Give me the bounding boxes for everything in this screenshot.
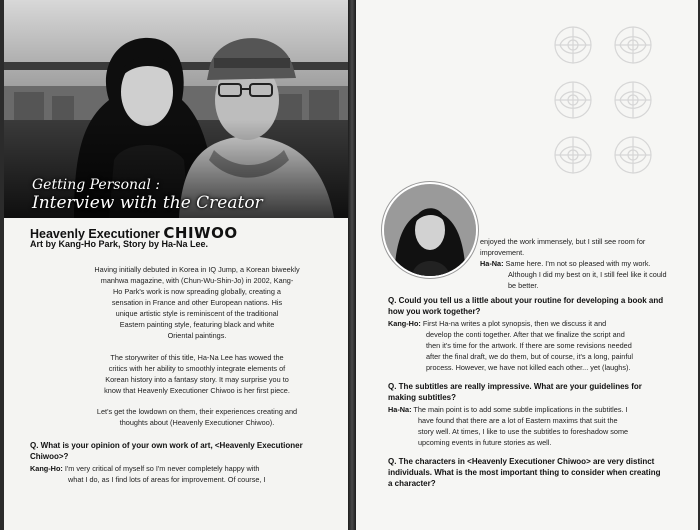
text-line: be better. [508,281,539,290]
text-line: thoughts about (Heavenly Executioner Chiwoo). [119,418,275,427]
text-line: know that Heavenly Executioner Chiwoo is her first piece. [104,386,290,395]
text-line: manhwa magazine, with (Chun-Wu-Shin-Jo) in 2002, Kang- [100,276,294,285]
text-line: what I do, as I find lots of areas for improvement. Of course, I [68,475,266,484]
text-line: enjoyed the work immensely, but I still see room for [480,237,646,246]
text-line: Oriental paintings. [167,331,227,340]
question-line: Q. Could you tell us a little about your routine for developing a book and [388,296,664,305]
text-line: Ho Park's work is now spreading globally, creating a [113,287,281,296]
text-line: after the final draft, we do them, but of course, it's a long, painful [426,352,634,361]
answer-3 [388,404,692,448]
text-line: develop the conti together. After that we finalize the script and [426,330,625,339]
heading-line-2: Interview with the Creator [32,193,263,213]
decorative-pattern-icon [548,20,688,190]
interview-heading [32,176,263,212]
book-title-prefix: Heavenly Executioner [30,227,164,241]
text-line: The main point is to add some subtle implications in the subtitles. I [413,405,628,414]
question-3 [388,381,688,403]
text-line: have found that there are a lot of Eastern maxims that suit the [418,416,618,425]
question-line: Q. The characters in <Heavenly Executioner Chiwoo> are very distinct [388,457,655,466]
text-line: process. However, we have not killed each other... yet (laughs). [426,363,631,372]
book-gutter [348,0,356,530]
text-line: Having initially debuted in Korea in IQ Jump, a Korean biweekly [94,265,300,274]
left-page [4,0,348,530]
text-line: Let's get the lowdown on them, their experiences creating and [96,407,298,416]
question-line: individuals. What is the most important thing to consider when creating [388,468,661,477]
text-line: Same here. I'm not so pleased with my work. [505,259,651,268]
credit-line: Art by Kang-Ho Park, Story by Ha-Na Lee. [30,239,209,249]
text-line: critics with her ability to smoothly integrate elements of [108,364,286,373]
text-line: then it's time for the artwork. If there are some revisions needed [426,341,632,350]
speaker-label: Kang-Ho: [30,464,63,473]
book-title-emphasis: CHIWOO [163,224,238,242]
speaker-label: Ha-Na: [388,405,412,414]
text-line: First Ha-na writes a plot synopsis, then we discuss it and [422,319,607,328]
speaker-label: Ha-Na: [480,259,504,268]
ha-na-portrait [382,182,478,278]
text-line: upcoming events in future stories as well. [418,438,552,447]
question-line: a character? [388,479,436,488]
answer-1 [30,463,330,485]
question-line: Chiwoo>? [30,452,69,461]
answer-2 [388,318,692,373]
question-line: Q. What is your opinion of your own work of art, <Heavenly Executioner [30,441,303,450]
intro-paragraph-2 [70,352,324,396]
text-line: improvement. [480,248,525,257]
text-line: unique artistic style is reminiscent of the traditional [115,309,279,318]
question-line: how you work together? [388,307,481,316]
text-line: Although I did my best on it, I still feel like it could [508,270,667,279]
question-line: Q. The subtitles are really impressive. What are your guidelines for [388,382,642,391]
text-line: story well. At times, I like to use the subtitles to foreshadow some [418,427,629,436]
question-1 [30,440,330,462]
text-line: sensation in France and other European nations. His [111,298,283,307]
speaker-label: Kang-Ho: [388,319,421,328]
text-line: I'm very critical of myself so I'm never completely happy with [64,464,260,473]
text-line: Eastern painting style, featuring black and white [119,320,275,329]
intro-paragraph-3 [70,406,324,428]
question-line: making subtitles? [388,393,457,402]
text-line: The storywriter of this title, Ha-Na Lee has wowed the [110,353,284,362]
right-page [356,0,698,530]
answer-1-continued [480,236,680,258]
answer-1b [480,258,690,291]
text-line: Korean history into a fantasy story. It may surprise you to [105,375,289,384]
intro-paragraph-1 [70,264,324,341]
question-2 [388,295,688,317]
question-4 [388,456,692,489]
heading-line-1: Getting Personal : [32,177,161,193]
